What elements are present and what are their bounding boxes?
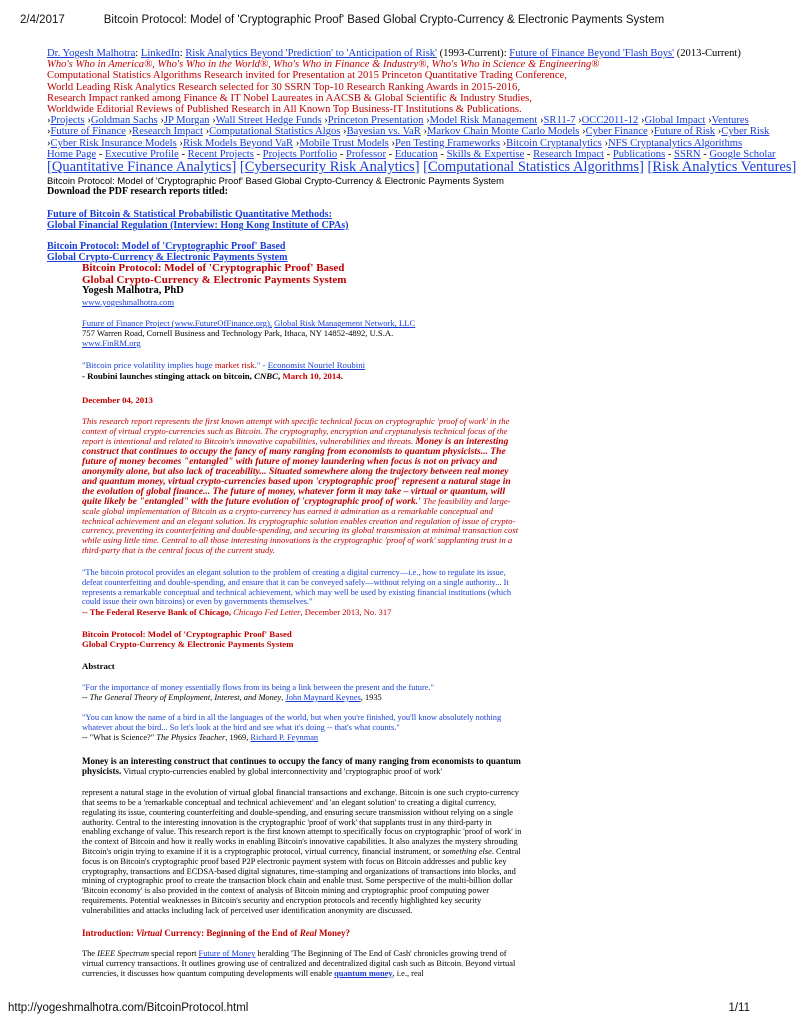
intro-c: The feasibility and large-scale global implementation of Bitcoin as a crypto-currency has earned it admiration as a remarkable conceptual and technical achievement and an elegant solution. Its cryptographic solution enables creation and regulation of issue of crypto-currency, preventing its counterfeiting and double-spending, and securing its global transmission at minimal transaction cost while using little time. Central to all those interesting innovations is the cryptographic 'proof of work' supplanting trust in a third-party that is the central focus of the current study.: [82, 495, 519, 556]
nav-link[interactable]: Risk Models Beyond VaR: [182, 137, 294, 149]
print-footer: [8, 1002, 750, 1018]
article-title-line-1: Bitcoin Protocol: Model of 'Cryptographic Proof' Based: [82, 262, 345, 274]
title2-line-2: Global Crypto-Currency & Electronic Payments System: [82, 639, 294, 650]
fof-link-wrap[interactable]: [82, 318, 272, 328]
nav-link[interactable]: Future of Risk: [653, 126, 716, 138]
years-1: (1993-Current):: [439, 48, 507, 59]
roubini-src-e: .: [340, 370, 343, 381]
keynes-quote-text: "For the importance of money essentially flows from its being a link between the present and the future.": [82, 682, 434, 692]
report-2-link[interactable]: [47, 241, 447, 263]
nav-link[interactable]: Global Impact: [644, 115, 706, 127]
site-nav-link[interactable]: Professor: [345, 148, 386, 160]
intro-heading-e: Money?: [316, 927, 350, 938]
nav-link[interactable]: Bayesian vs. VaR: [346, 126, 421, 138]
site-nav-link[interactable]: Skills & Expertise: [446, 148, 525, 160]
print-header: [20, 14, 748, 30]
print-url: http://yogeshmalhotra.com/BitcoinProtocol.html: [8, 1002, 249, 1014]
roubini-quote-b: market risk: [214, 360, 255, 371]
years-2: (2013-Current): [676, 48, 741, 59]
intro-heading: [82, 928, 522, 938]
masthead-line-3: Computational Statistics Algorithms Research invited for Presentation at 2015 Princeton Quantitative Trading Conference,: [47, 70, 567, 82]
nav-link[interactable]: Pen Testing Frameworks: [394, 137, 500, 149]
report-1-line-2: Global Financial Regulation (Interview: Hong Kong Institute of CPAs): [47, 220, 349, 231]
nav-link[interactable]: JP Morgan: [163, 115, 210, 127]
ventures-row: [Quantitative Finance Analytics] [Cybersecurity Risk Analytics] [Computational Statistics Algorithms] [Risk Analytics Ventures]: [47, 159, 796, 176]
keynes-quote: [82, 683, 522, 703]
nav-link[interactable]: Markov Chain Monte Carlo Models: [427, 126, 580, 138]
intro-b: Money is an interesting construct that continues to occupy the fancy of many ranging from economists to quantum physicists... The future of money becomes "entangled" with future of money laundering when focus is not on privacy and anonymity alone, but also lack of traceability... Situated somewhere along the trajectory between real money and quantum money, virtual crypto-currencies based upon 'cryptographic proof' represent a natural stage in the evolution of global finance... The future of money, whatever form it may take – virtual or quantum, will quite likely be "entangled" with the future evolution of 'cryptographic proof of work.': [82, 436, 511, 507]
nav-link[interactable]: Cyber Risk Insurance Models: [50, 137, 177, 149]
nav-link[interactable]: Future of Finance: [50, 126, 126, 138]
keynes-src-a: --: [82, 692, 90, 702]
print-title: Bitcoin Protocol: Model of 'Cryptographic Proof' Based Global Crypto-Currency & Electronic Payments System: [103, 14, 665, 26]
nav-row-1: ›Projects ›Goldman Sachs ›JP Morgan ›Wall Street Hedge Funds ›Princeton Presentation ›Model Risk Management ›SR11-7 ›OCC2011-12 ›Global Impact ›Ventures: [47, 115, 749, 127]
intro-body-e: , i.e., real: [392, 968, 424, 978]
nav-link[interactable]: Cyber Finance: [585, 126, 648, 138]
feynman-src-a: -- "What is Science?": [82, 732, 157, 742]
address: 757 Warren Road, Cornell Business and Technology Park, Ithaca, NY 14852-4892, U.S.A.: [82, 328, 394, 339]
feynman-quote-text: "You can know the name of a bird in all the languages of the world, but when you're finished, you'll know absolutely nothing whatever about the bird... So let's look at the bird and see what it's doing -- that's what counts.": [82, 713, 502, 733]
site-nav-link[interactable]: Publications: [612, 148, 666, 160]
grm-link[interactable]: Global Risk Management Network, LLC: [274, 318, 416, 329]
intro-heading-c: Currency: Beginning of the End of: [162, 927, 300, 938]
site-nav-link[interactable]: SSRN: [674, 148, 701, 160]
reports-section: [47, 186, 447, 263]
site-nav: Home Page - Executive Profile - Recent Projects - Projects Portfolio - Professor - Education - Skills & Expertise - Research Impact - Publications - SSRN - Google Scholar: [47, 148, 776, 160]
nav-link[interactable]: NFS Cryptanalytics Algorithms: [607, 137, 743, 149]
keynes-link[interactable]: John Maynard Keynes: [285, 692, 361, 702]
report-2-line-2: Global Crypto-Currency & Electronic Payments System: [47, 252, 288, 263]
roubini-quote-a: "Bitcoin price volatility implies huge: [82, 360, 215, 371]
report-1-link[interactable]: [47, 209, 447, 231]
article-title-2: [82, 629, 522, 649]
feynman-src-c: , 1969,: [225, 732, 251, 742]
nav-link[interactable]: Goldman Sachs: [90, 115, 158, 127]
nav-link[interactable]: Computational Statistics Algos: [209, 126, 341, 138]
intro-body: [82, 949, 522, 978]
keynes-src-b: The General Theory of Employment, Interest, and Money: [89, 692, 282, 702]
title2-line-1: Bitcoin Protocol: Model of 'Cryptographic Proof' Based: [82, 629, 292, 640]
roubini-src-d: March 10, 2014: [282, 370, 341, 381]
feynman-src-b: The Physics Teacher: [156, 732, 226, 742]
nav-link[interactable]: Mobile Trust Models: [299, 137, 389, 149]
fof-label: Future of Finance Project (: [82, 318, 175, 329]
roubini-quote: [82, 360, 522, 381]
venture-link[interactable]: Cybersecurity Risk Analytics: [244, 159, 415, 176]
roubini-src-a: - Roubini launches stinging attack on bitcoin,: [82, 370, 255, 381]
abstract-body-a: represent a natural stage in the evolution of virtual global financial transactions and exchange. Bitcoin is one such crypto-currency that seems to be a 'remarkable conceptual and technical achievement' and 'an elegant solution' to creating a digital currency, regulating its issue, countering counterfeiting and double-spending, and ensuring secure transmission without relying on a single authority. Central to the interesting innovation is the cryptographic 'proof of work' that supplants trust in any third-party in enabling exchange of value. This research report is the first known attempt to specifically focus on cryptographic 'proof of work' in the context of Bitcoin and how it really works in enabling Bitcoin's innovative capabilities. It also analyzes the mystery shrouding Bitcoin's origin trying to examine if it is a cryptographic protocol, virtual currency, financial instrument, or: [82, 788, 522, 856]
intro-heading-a: Introduction:: [82, 927, 137, 938]
roubini-src-b: CNBC: [254, 370, 279, 381]
venture-link[interactable]: Computational Statistics Algorithms: [428, 159, 640, 176]
author-name: Yogesh Malhotra, PhD: [82, 285, 184, 297]
author-site-link[interactable]: www.yogeshmalhotra.com: [82, 296, 175, 307]
article-date: December 04, 2013: [82, 395, 153, 406]
print-page-number: 1/11: [728, 1002, 750, 1014]
site-nav-link[interactable]: Executive Profile: [104, 148, 179, 160]
intro-body-a: The: [82, 948, 98, 958]
intro-body-c: special report: [149, 948, 199, 958]
feynman-link[interactable]: Richard P. Feynman: [250, 732, 319, 742]
risk-analytics-link[interactable]: Risk Analytics Beyond 'Prediction' to 'Anticipation of Risk': [185, 48, 437, 59]
fed-src-b: Chicago Fed Letter: [233, 606, 301, 617]
nav-link[interactable]: SR11-7: [543, 115, 576, 127]
nav-link[interactable]: Model Risk Management: [429, 115, 538, 127]
masthead: Dr. Yogesh Malhotra: LinkedIn: Risk Analytics Beyond 'Prediction' to 'Anticipation of Risk' (1993-Current): Future of Finance Beyond 'Flash Boys' (2013-Current) Who's Who in America®, Who's Who in the World®, Who's Who in Finance & Industry®, Who's Who in Science & Engineering® Computational Statistics Algorithms Research invited for Presentation at 2015 Princeton Quantitative Trading Conference, World Leading Risk Analytics Research selected for 30 SSRN Top-10 Research Ranking Awards in 2015-2016, Research Impact ranked among Finance & IT Nobel Laureates in AACSB & Global Scientific & Industry Studies, Worldwide Editorial Reviews of Published Research in All Known Top Business-IT Institutions & Publications. ›Projects ›Goldman Sachs ›JP Morgan ›Wall Street Hedge Funds ›Princeton Presentation ›Model Risk Management ›SR11-7 ›OCC2011-12 ›Global Impact ›Ventures ›Future of Finance ›Research Impact ›Computational Statistics Algos ›Bayesian vs. VaR ›Markov Chain Monte Carlo Models ›Cyber Finance ›Future of Risk ›Cyber Risk ›Cyber Risk Insurance Models ›Risk Models Beyond VaR ›Mobile Trust Models ›Pen Testing Frameworks ›Bitcoin Cryptanalytics ›NFS Cryptanalytics Algorithms Home Page - Executive Profile - Recent Projects - Projects Portfolio - Professor - Education - Skills & Expertise - Research Impact - Publications - SSRN - Google Scholar [Quantitative Finance Analytics] [Cybersecurity Risk Analytics] [Computational Statistics Algorithms] [Risk Analytics Ventures] Bitcoin Protocol: Model of 'Cryptographic Proof' Based Global Crypto-Currency & Electronic Payments System: [47, 48, 796, 187]
download-label: Download the PDF research reports titled:: [47, 186, 228, 197]
nav-link[interactable]: Research Impact: [132, 126, 203, 138]
nav-row-2: ›Future of Finance ›Research Impact ›Computational Statistics Algos ›Bayesian vs. VaR ›Markov Chain Monte Carlo Models ›Cyber Finance ›Future of Risk ›Cyber Risk: [47, 126, 770, 138]
roubini-link[interactable]: Economist Nouriel Roubini: [267, 360, 366, 371]
fof-close: ),: [266, 318, 272, 329]
masthead-line-4: World Leading Risk Analytics Research selected for 30 SSRN Top-10 Research Ranking Awards in 2015-2016,: [47, 81, 520, 93]
abstract-rest: Virtual crypto-currencies enabled by global interconnectivity and 'cryptographic proof of work': [121, 766, 442, 776]
article-title: [82, 262, 522, 286]
intro-heading-d: Real: [299, 927, 317, 938]
site-nav-link[interactable]: Google Scholar: [709, 148, 776, 160]
nav-row-3: ›Cyber Risk Insurance Models ›Risk Models Beyond VaR ›Mobile Trust Models ›Pen Testing Frameworks ›Bitcoin Cryptanalytics ›NFS Cryptanalytics Algorithms: [47, 137, 743, 149]
article: [82, 262, 522, 978]
abstract-body-b: . Central focus is on Bitcoin's cryptographic proof based P2P electronic payment system with focus on Bitcoin addresses and public key cryptography, transactions and ECDSA-based digital signatures, time-stamping and organizations of transactions into blocks, and mining of cryptographic proof to create the transaction block chain and enable trust. Some perspective of the multi-billion dollar 'Bitcoin economy' is also provided in the context of analysis of Bitcoin mining and cryptographic proof computing power requirements. Potential weaknesses in Bitcoin's security and encryption protocols and recently highlighted key security vulnerabilities and attacks including lack of perceived user identification anonymity are discussed.: [82, 846, 521, 915]
nav-link[interactable]: Projects: [50, 115, 85, 127]
roubini-src-c: ,: [278, 370, 283, 381]
masthead-line-5: Research Impact ranked among Finance & IT Nobel Laureates in AACSB & Global Scientific & Industry Studies,: [47, 92, 532, 104]
site-nav-link[interactable]: Projects Portfolio: [262, 148, 338, 160]
quantum-money-link[interactable]: quantum money: [334, 968, 393, 978]
abstract-lead: [82, 756, 522, 777]
report-1-line-1: Future of Bitcoin & Statistical Probabilistic Quantitative Methods:: [47, 209, 332, 220]
finrm-link[interactable]: www.FinRM.org: [82, 338, 141, 349]
site-nav-link[interactable]: Research Impact: [533, 148, 604, 160]
future-finance-link[interactable]: Future of Finance Beyond 'Flash Boys': [509, 48, 675, 59]
keynes-src-c: ,: [281, 692, 286, 702]
nav-link[interactable]: Ventures: [711, 115, 749, 127]
fed-quote: "The bitcoin protocol provides an elegant solution to the problem of creating a digital currency—i.e., how to regulate its issue, defeat counterfeiting and double-spending, and ensure that it can be conveyed safely—without relying on a single authority... It represents a remarkable conceptual and technical achievement, which may well be used by existing financial institutions (which could issue their own bitcoins) or even by governments themselves.": [82, 568, 512, 607]
author-link[interactable]: Dr. Yogesh Malhotra: [47, 48, 136, 59]
fof-link: www.FutureOfFinance.org: [174, 318, 267, 329]
nav-link[interactable]: Princeton Presentation: [327, 115, 424, 127]
site-nav-link[interactable]: Education: [394, 148, 438, 160]
whos-who: Who's Who in America®, Who's Who in the World®, Who's Who in Finance & Industry®, Who's Who in Science & Engineering®: [47, 59, 600, 71]
roubini-quote-c: ." -: [254, 360, 268, 371]
linkedin-link[interactable]: LinkedIn: [140, 48, 180, 59]
fed-src-c: , December 2013, No. 317: [300, 606, 392, 617]
fed-src-a: -- The Federal Reserve Bank of Chicago,: [82, 606, 234, 617]
feynman-quote: [82, 713, 522, 742]
nav-link[interactable]: Cyber Risk: [721, 126, 770, 138]
intro-body-b: IEEE Spectrum: [97, 948, 149, 958]
report-2-line-1: Bitcoin Protocol: Model of 'Cryptographic Proof' Based: [47, 241, 286, 252]
future-of-money-link[interactable]: Future of Money: [198, 948, 256, 958]
intro-heading-b: Virtual: [136, 927, 163, 938]
masthead-line-6: Worldwide Editorial Reviews of Published Research in All Known Top Business-IT Institutions & Publications.: [47, 104, 522, 116]
keynes-src-d: , 1935: [360, 692, 382, 702]
intro-body-d: heralding 'The Beginning of The End of Cash' chronicles growing trend of virtual currency transactions. It outlines growing use of centralized and decentralized digital cash such as Bitcoin. Beyond virtual currencies, it discusses how quantum computing developments will enable: [82, 948, 516, 978]
venture-link[interactable]: Quantitative Finance Analytics: [51, 159, 232, 176]
print-date: 2/4/2017: [20, 14, 65, 26]
nav-link[interactable]: OCC2011-12: [581, 115, 639, 127]
abstract-bold: Money is an interesting construct that continues to occupy the fancy of many ranging from economists to quantum physicists.: [82, 755, 521, 776]
site-nav-link[interactable]: Home Page: [47, 148, 97, 160]
image-caption: Bitcoin Protocol: Model of 'Cryptographic Proof' Based Global Crypto-Currency & Electronic Payments System: [47, 175, 504, 187]
venture-link[interactable]: Risk Analytics Ventures: [652, 159, 792, 176]
intro-a: This research report represents the first known attempt with specific technical focus on cryptographic 'proof of work' in the context of virtual crypto-currencies such as Bitcoin. The cryptography, encryption and cryptanalysis technical focus of the report is intentional and related to Bitcoin's innovative capabilities, vulnerabilities and threats.: [82, 416, 510, 447]
nav-link[interactable]: Bitcoin Cryptanalytics: [506, 137, 602, 149]
article-title-line-2: Global Crypto-Currency & Electronic Payments System: [82, 274, 347, 287]
abstract-body-i: something else: [442, 846, 492, 856]
nav-link[interactable]: Wall Street Hedge Funds: [215, 115, 322, 127]
intro-paragraph: [82, 417, 522, 556]
affiliation: [82, 318, 522, 348]
abstract-label: Abstract: [82, 661, 115, 672]
abstract-body: [82, 788, 522, 915]
fed-source: [82, 607, 522, 617]
site-nav-link[interactable]: Recent Projects: [187, 148, 254, 160]
